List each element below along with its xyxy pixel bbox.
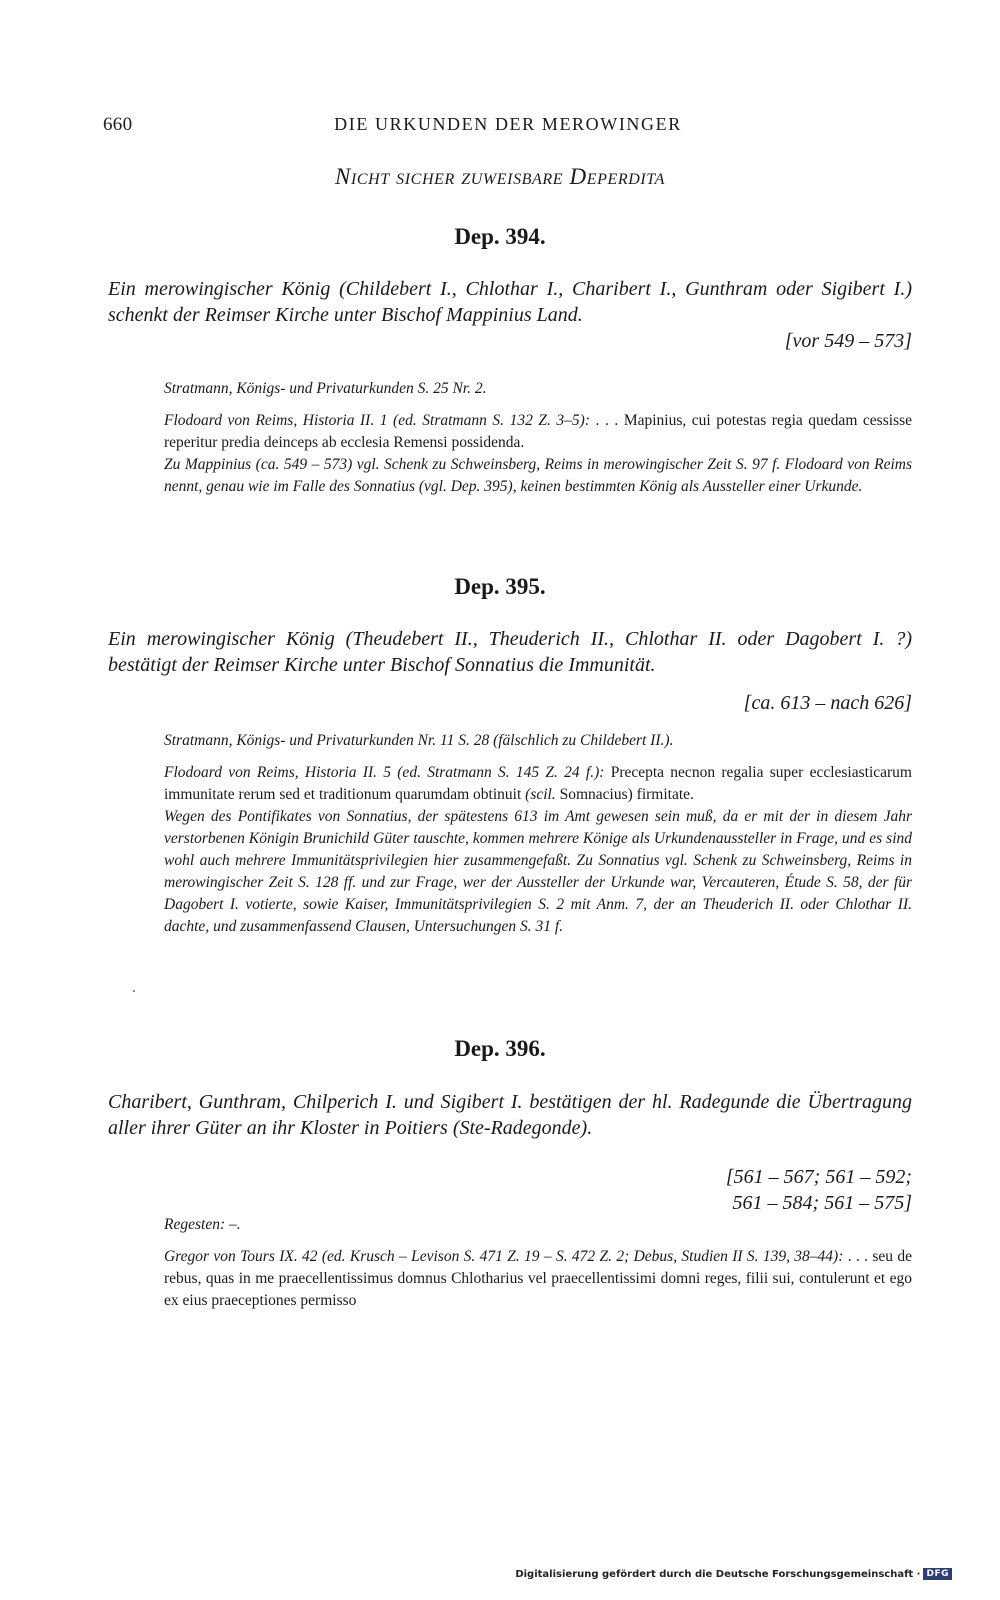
running-header: [103, 114, 913, 144]
source-quote: Precepta necnon regalia super ecclesiasticarum immunitate rerum sed et traditionum quarumdam obtinuit: [164, 764, 912, 803]
source-quote: . . . Mapinius, cui potestas regia quedam cessisse reperitur predia deinceps ab ecclesia Remensi possidenda.: [164, 412, 912, 451]
entry-date-line-2: 561 – 584; 561 – 575]: [732, 1192, 912, 1214]
entry-apparatus-dep-396: [164, 1214, 912, 1312]
entry-date-dep-395: [ca. 613 – nach 626]: [743, 692, 912, 714]
section-title: Nicht sicher zuweisbare Deperdita: [335, 164, 665, 189]
source-citation: Gregor von Tours IX. 42 (ed. Krusch – Levison S. 471 Z. 19 – S. 472 Z. 2; Debus, Studien II S. 139, 38–44):: [164, 1248, 844, 1265]
entry-heading-dep-395: Dep. 395.: [454, 574, 546, 599]
entry-source: [164, 762, 912, 806]
scan-speck: [133, 990, 135, 992]
source-quote-end: Somnacius) firmitate.: [555, 786, 694, 803]
entry-summary-dep-396: Charibert, Gunthram, Chilperich I. und Sigibert I. bestätigen der hl. Radegunde die Übertragung aller ihrer Güter an ihr Kloster in Poitiers (Ste-Radegonde).: [108, 1091, 912, 1139]
entry-apparatus-dep-394: [164, 378, 912, 498]
credit-text: Digitalisierung gefördert durch die Deutsche Forschungsgemeinschaft ·: [515, 1568, 921, 1580]
entry-commentary: Wegen des Pontifikates von Sonnatius, der spätestens 613 im Amt gewesen sein muß, da er mit der in diesem Jahr verstorbenen Königin Brunichild Güter tauschte, kommen mehrere Könige als Urkundenaussteller in Frage, und es sind wohl auch mehrere Immunitätsprivilegien hier zusammengefaßt. Zu Sonnatius vgl. Schenk zu Schweinsberg, Reims in merowingischer Zeit S. 128 ff. und zur Frage, wer der Aussteller der Urkunde war, Vercauteren, Étude S. 58, der für Dagobert I. votierte, sowie Kaiser, Immunitätsprivilegien S. 2 mit Anm. 7, der an Theuderich II. oder Chlothar II. dachte, und zusammenfassend Clausen, Untersuchungen S. 31 f.: [164, 808, 912, 935]
entry-commentary: Zu Mappinius (ca. 549 – 573) vgl. Schenk zu Schweinsberg, Reims in merowingischer Zeit S. 97 f. Flodoard von Reims nennt, genau wie im Falle des Sonnatius (vgl. Dep. 395), keinen bestimmten König als Aussteller einer Urkunde.: [164, 456, 912, 495]
source-scil: (scil.: [525, 786, 556, 803]
entry-source: [164, 1246, 912, 1312]
source-citation: Flodoard von Reims, Historia II. 1 (ed. Stratmann S. 132 Z. 3–5):: [164, 412, 590, 429]
entry-references: Stratmann, Königs- und Privaturkunden Nr. 11 S. 28 (fälschlich zu Childebert II.).: [164, 732, 674, 749]
page-number: 660: [103, 114, 133, 135]
entry-heading-dep-396: Dep. 396.: [454, 1036, 546, 1061]
entry-summary-dep-394: Ein merowingischer König (Childebert I., Chlothar I., Charibert I., Gunthram oder Sigibert I.) schenkt der Reimser Kirche unter Bischof Mappinius Land.: [108, 278, 912, 326]
entry-references: Regesten: –.: [164, 1216, 241, 1233]
entry-date-line-1: [561 – 567; 561 – 592;: [725, 1166, 912, 1188]
running-title: DIE URKUNDEN DER MEROWINGER: [334, 114, 682, 134]
entry-date-dep-396: [726, 1164, 912, 1216]
entry-summary-dep-395: Ein merowingischer König (Theudebert II., Theuderich II., Chlothar II. oder Dagobert I. ?) bestätigt der Reimser Kirche unter Bischof Sonnatius die Immunität.: [108, 628, 912, 676]
entry-source: [164, 410, 912, 454]
entry-date-dep-394: [vor 549 – 573]: [784, 330, 912, 352]
entry-heading-dep-394: Dep. 394.: [454, 224, 546, 249]
entry-references: Stratmann, Königs- und Privaturkunden S. 25 Nr. 2.: [164, 380, 487, 397]
source-citation: Flodoard von Reims, Historia II. 5 (ed. Stratmann S. 145 Z. 24 f.):: [164, 764, 605, 781]
dfg-logo-icon: DFG: [923, 1568, 952, 1580]
digitization-credit: [515, 1568, 952, 1580]
entry-apparatus-dep-395: [164, 730, 912, 938]
source-quote: . . . seu de rebus, quas in me praecellentissimus domnus Chlotharius vel praecellentissimi domni reges, filii sui, contulerunt et ego ex eius praeceptiones permisso: [164, 1248, 912, 1309]
